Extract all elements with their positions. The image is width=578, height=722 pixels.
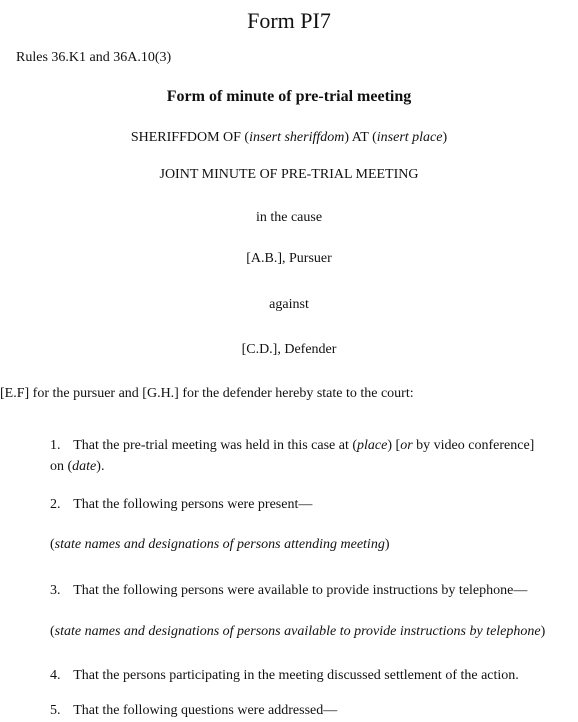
joint-minute-title: JOINT MINUTE OF PRE-TRIAL MEETING (159, 167, 419, 182)
item-number: 5. (50, 703, 61, 718)
item-text: That the persons participating in the meeting discussed settlement of the action. (73, 668, 519, 683)
item-text: That the following questions were addressed— (73, 703, 338, 718)
sheriffdom-placeholder: insert sheriffdom (249, 130, 345, 145)
defender-line: [C.D.], Defender (241, 342, 337, 357)
attendees-placeholder: state names and designations of persons attending meeting (54, 537, 385, 552)
item-number: 3. (50, 583, 61, 598)
sheriffdom-line (0, 130, 578, 146)
place-placeholder: insert place (376, 130, 443, 145)
item-text: ) [ (387, 438, 401, 453)
list-item-3 (50, 583, 527, 599)
sheriffdom-suffix: ) (442, 130, 448, 145)
item-text: That the following persons were available to provide instructions by telephone— (73, 583, 528, 598)
form-heading: Form of minute of pre-trial meeting (166, 88, 412, 105)
rules-reference: Rules 36.K1 and 36A.10(3) (16, 50, 172, 65)
place-placeholder: place (357, 438, 388, 453)
in-the-cause: in the cause (255, 210, 323, 225)
item-number: 1. (50, 438, 61, 453)
list-item-1 (50, 435, 550, 477)
or-placeholder: or (400, 438, 413, 453)
against-line: against (269, 297, 309, 312)
item-number: 4. (50, 668, 61, 683)
date-placeholder: date (72, 459, 97, 474)
list-item-2 (50, 497, 312, 513)
sheriffdom-middle: ) AT ( (344, 130, 377, 145)
item-text: ). (96, 459, 105, 474)
item-number: 2. (50, 497, 61, 512)
pursuer-line: [A.B.], Pursuer (246, 251, 332, 266)
sheriffdom-prefix: SHERIFFDOM OF ( (130, 130, 250, 145)
item-text: by video conference] on ( (50, 438, 535, 474)
telephone-attendees-placeholder: state names and designations of persons available to provide instructions by telephone (54, 624, 541, 639)
list-item-5 (50, 703, 337, 719)
list-item-4 (50, 668, 519, 684)
item-text: That the following persons were present— (73, 497, 313, 512)
intro-statement: [E.F] for the pursuer and [G.H.] for the defender hereby state to the court: (0, 386, 414, 401)
item-3-subtext: (state names and designations of persons available to provide instructions by telephone) (50, 624, 546, 639)
form-title: Form PI7 (247, 8, 331, 33)
item-2-subtext: (state names and designations of persons attending meeting) (50, 537, 390, 552)
item-text: That the pre-trial meeting was held in this case at ( (73, 438, 358, 453)
